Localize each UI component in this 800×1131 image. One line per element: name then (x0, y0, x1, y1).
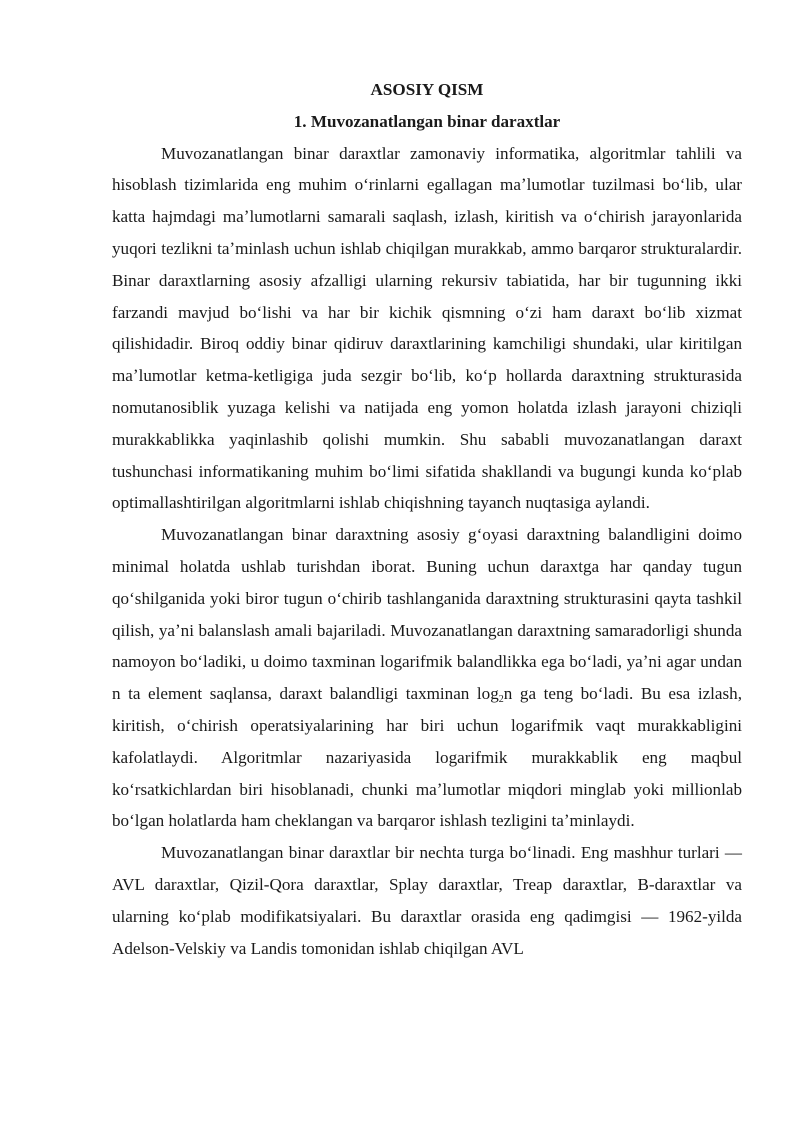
paragraph-2-text-after: n ga teng boʻladi. Bu esa izlash, kiritish, oʻchirish operatsiyalarining har biri uchun logarifmik vaqt murakkabligini kafolatlaydi. Algoritmlar nazariyasida logarifmik murakkablik eng maqbul koʻrsatkichlardan biri hisoblanadi, chunki maʼlumotlar miqdori minglab yoki millionlab boʻlgan holatlarda ham cheklangan va barqaror ishlash tezligini taʼminlaydi. (112, 684, 742, 831)
chapter-title: 1. Muvozanatlangan binar daraxtlar (293, 111, 561, 131)
paragraph-1: Muvozanatlangan binar daraxtlar zamonaviy informatika, algoritmlar tahlili va hisoblash tizimlarida eng muhim oʻrinlarni egallagan maʼlumotlar tuzilmasi boʻlib, ular katta hajmdagi maʼlumotlarni samarali saqlash, izlash, kiritish va oʻchirish jarayonlarida yuqori tezlikni taʼminlash uchun ishlab chiqilgan murakkab, ammo barqaror strukturalardir. Binar daraxtlarning asosiy afzalligi ularning rekursiv tabiatida, har bir tugunning ikki farzandi mavjud boʻlishi va har bir kichik qismning oʻzi ham daraxt boʻlib xizmat qilishidadir. Biroq oddiy binar qidiruv daraxtlarining kamchiligi shundaki, ular kiritilgan maʼlumotlar ketma-ketligiga juda sezgir boʻlib, koʻp hollarda daraxtning strukturasida nomutanosiblik yuzaga kelishi va natijada eng yomon holatda izlash jarayoni chiziqli murakkablikka yaqinlashib qolishi mumkin. Shu sababli muvozanatlangan daraxt tushunchasi informatikaning muhim boʻlimi sifatida shakllandi va bugungi kunda koʻplab optimallashtirilgan algoritmlarni ishlab chiqishning tayanch nuqtasiga aylandi. (112, 143, 742, 513)
paragraph-3: Muvozanatlangan binar daraxtlar bir nechta turga boʻlinadi. Eng mashhur turlari — AVL daraxtlar, Qizil-Qora daraxtlar, Splay daraxtlar, Treap daraxtlar, B-daraxtlar va ularning koʻplab modifikatsiyalari. Bu daraxtlar orasida eng qadimgisi — 1962-yilda Adelson-Velskiy va Landis tomonidan ishlab chiqilgan AVL (112, 843, 742, 958)
paragraph-2-text-before: Muvozanatlangan binar daraxtning asosiy gʻoyasi daraxtning balandligini doimo minimal holatda ushlab turishdan iborat. Buning uchun daraxtga har qanday tugun qoʻshilganida yoki biror tugun oʻchirib tashlanganida daraxtning strukturasini qayta tashkil qilish, yaʼni balanslash amali bajariladi. Muvozanatlangan daraxtning samaradorligi shunda namoyon boʻladiki, u doimo taxminan logarifmik balandlikka ega boʻladi, yaʼni agar undan n ta element saqlansa, daraxt balandligi taxminan log (112, 525, 742, 704)
document-page (112, 74, 742, 964)
paragraph-2 (112, 519, 742, 837)
section-title: ASOSIY QISM (370, 80, 484, 99)
log-subscript: 2 (498, 694, 504, 706)
